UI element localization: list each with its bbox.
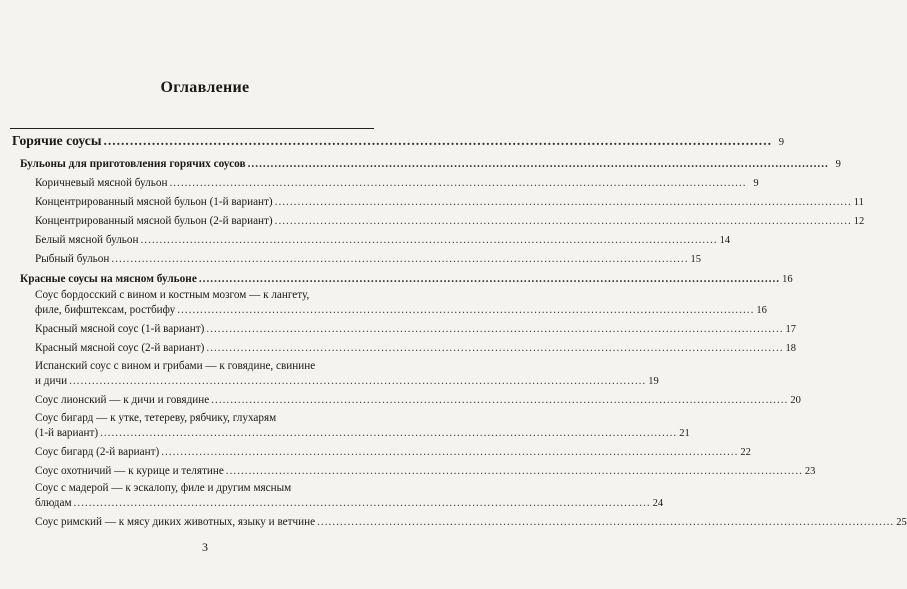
toc-entry-title: Рыбный бульон [35,253,110,265]
toc-entry-title: Красный мясной соус (2-й вариант) [35,342,205,354]
toc-entry-title: Белый мясной бульон [35,234,139,246]
toc-entry-page: 20 [790,395,801,406]
toc-leader-dots [177,303,754,317]
toc-entry [35,322,797,337]
toc-entry-title: Соус лионский — к дичи и говядине [35,394,210,406]
toc-entry-page: 16 [782,274,793,285]
toc-entry [35,195,864,210]
toc-entry-title: Красные соусы на мясном бульоне [20,273,197,285]
toc-entry-page: 9 [835,159,841,170]
toc-leader-dots [226,464,803,478]
toc-entry-title: Концентрированный мясной бульон (2-й вариант) [35,215,273,227]
toc-leader-dots [100,426,677,440]
toc-entry-page: 14 [719,235,731,246]
toc-entry-page: 17 [785,324,797,335]
toc-entry-page: 18 [785,343,797,354]
toc-leader-dots [211,393,788,407]
toc-entry-title: филе, бифштексам, ростбифу [35,304,176,316]
toc-entry [35,233,731,248]
toc-leader-dots [317,515,894,529]
toc-entry-title: и дичи [35,375,68,387]
toc-title: Оглавление [160,79,250,96]
toc-leader-dots [103,134,772,148]
toc-entry-page: 12 [853,216,865,227]
toc-entry-subsection [20,157,841,172]
toc-leader-dots [74,496,651,510]
toc-entry-title: Соус бигард (2-й вариант) [35,446,160,458]
toc-leader-dots [69,374,646,388]
toc-entry-page: 25 [896,517,907,528]
toc-entry-page: 21 [679,428,690,439]
toc-entry [35,496,664,511]
toc-leader-dots [206,322,783,336]
toc-entry [35,374,659,389]
toc-entry-first-line: Испанский соус с вином и грибами — к говядине, свинине [35,360,316,372]
toc-entry-section [12,133,784,150]
toc-entry-page: 9 [778,137,784,148]
toc-entry [35,464,816,479]
toc-entry-title: блюдам [35,497,72,509]
toc-leader-dots [111,252,688,266]
toc-entry [35,214,865,229]
toc-entry-page: 22 [740,447,751,458]
toc-entry-page: 19 [648,376,659,387]
toc-entry-title: Соус охотничий — к курице и телятине [35,465,224,477]
toc-entry [35,303,767,318]
toc-entry-first-line: Соус бордосский с вином и костным мозгом — к лангету, [35,289,310,301]
toc-entry-title: Красный мясной соус (1-й вариант) [35,323,205,335]
toc-entry-subsection [20,272,793,287]
toc-entry-page: 11 [853,197,864,208]
toc-entry [35,252,701,267]
toc-entry [35,341,797,356]
toc-entry [35,515,907,530]
toc-leader-dots [140,233,717,247]
toc-entry [35,445,751,460]
section-rule [10,128,374,129]
toc-leader-dots [199,272,780,286]
toc-entry-page: 9 [753,178,759,189]
toc-entry-title: (1-й вариант) [35,427,99,439]
toc-entry-first-line: Соус с мадерой — к эскалопу, филе и другим мясным [35,482,292,494]
toc-entry-title: Соус римский — к мясу диких животных, языку и ветчине [35,516,316,528]
toc-leader-dots [275,195,852,209]
toc-entry [35,176,759,191]
toc-entry [35,426,690,441]
toc-entry-title: Коричневый мясной бульон [35,177,168,189]
toc-leader-dots [275,214,852,228]
toc-entry-page: 15 [690,254,701,265]
toc-leader-dots [206,341,783,355]
toc-leader-dots [169,176,746,190]
toc-entry-page: 16 [756,305,767,316]
page-number: 3 [202,540,208,554]
toc-entry-first-line: Соус бигард — к утке, тетереву, рябчику, глухарям [35,412,277,424]
toc-leader-dots [248,157,829,171]
toc-entry-page: 24 [652,498,664,509]
toc-entry-title: Горячие соусы [12,133,102,148]
toc-leader-dots [161,445,738,459]
toc-entry-page: 23 [804,466,816,477]
toc-entry [35,393,801,408]
toc-entry-title: Бульоны для приготовления горячих соусов [20,158,246,170]
toc-entry-title: Концентрированный мясной бульон (1-й вариант) [35,196,273,208]
